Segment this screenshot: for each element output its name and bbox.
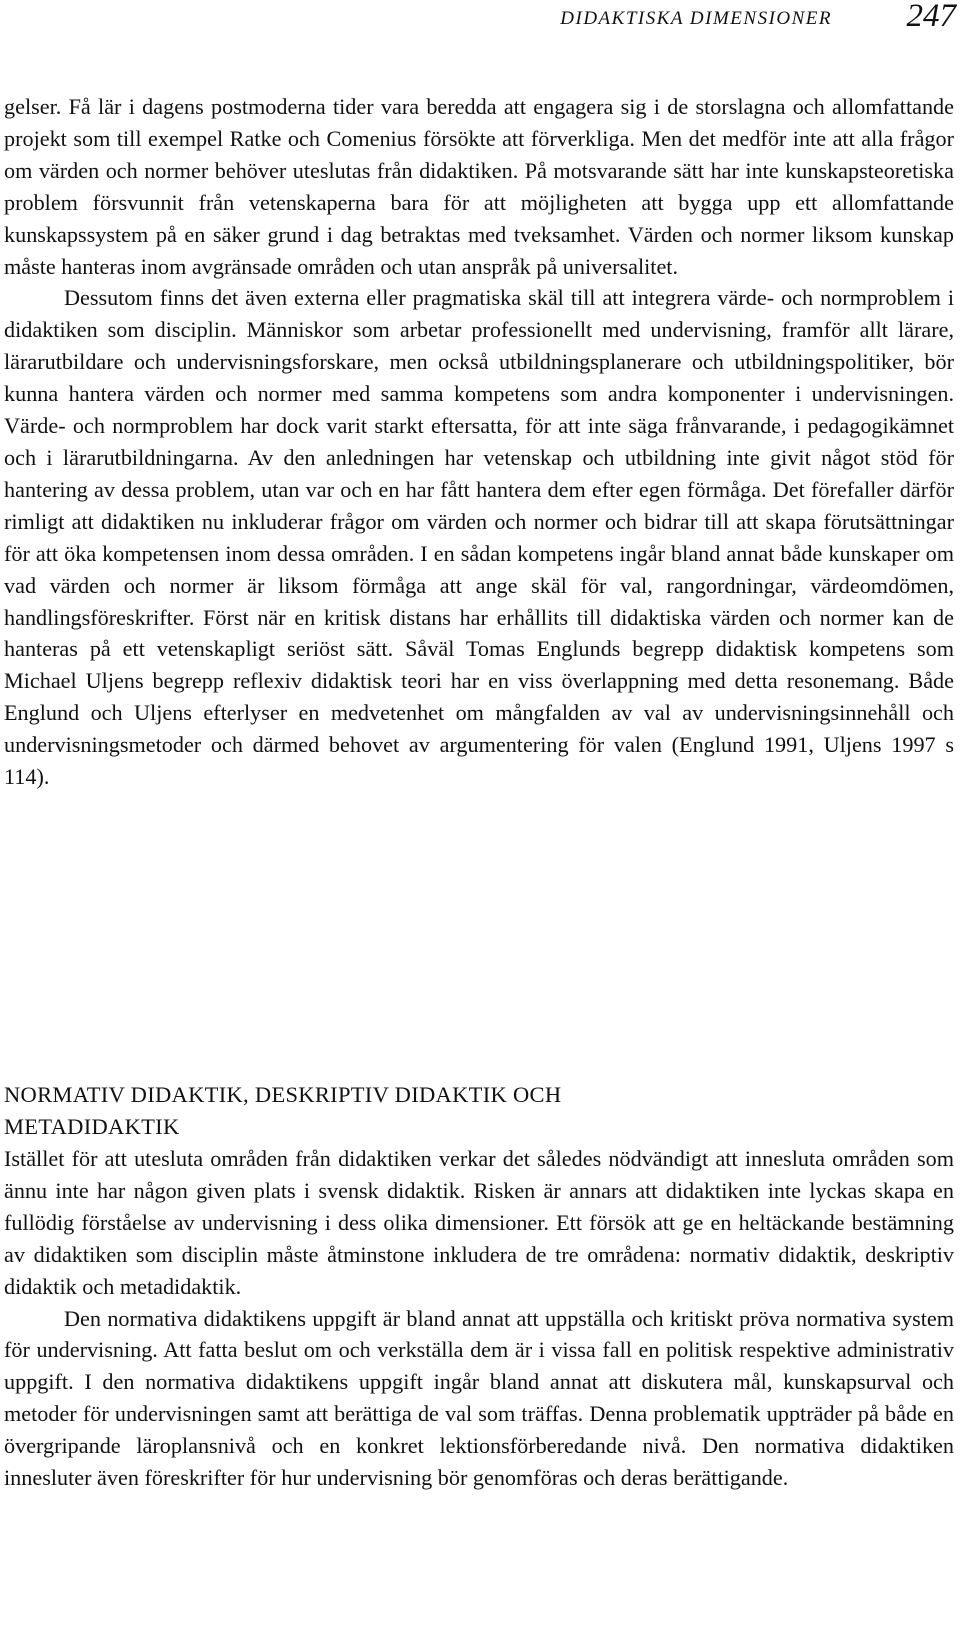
running-title: DIDAKTISKA DIMENSIONER: [560, 8, 832, 29]
section-heading: [4, 1079, 954, 1142]
running-header: [0, 2, 960, 42]
section-heading-line: METADIDAKTIK: [4, 1113, 180, 1139]
section-heading-line: NORMATIV DIDAKTIK, DESKRIPTIV DIDAKTIK OCH: [4, 1082, 562, 1107]
body-text-section-two: [4, 1143, 954, 1494]
body-text-section-one: [4, 91, 954, 793]
paragraph: Den normativa didaktikens uppgift är bland annat att uppställa och kritiskt pröva normativa system för undervisning. Att fatta beslut om och verkställa dem är i vissa fall en politisk respektive administrativ uppgift. I den normativa didaktikens uppgift ingår bland annat att diskutera mål, kunskapsurval och metoder för undervisningen samt att berättiga de val som träffas. Denna problematik uppträder på både en övergripande läroplansnivå och en konkret lektionsförberedande nivå. Den normativa didaktiken innesluter även föreskrifter för hur undervisning bör genomföras och deras berättigande.: [4, 1305, 954, 1491]
page-number: 247: [906, 0, 956, 34]
paragraph: gelser. Få lär i dagens postmoderna tider vara beredda att engagera sig i de storslagna och allomfattande projekt som till exempel Ratke och Comenius försökte att förverkliga. Men det medför inte att alla frågor om värden och normer behöver uteslutas från didaktiken. På motsvarande sätt har inte kunskapsteoretiska problem försvunnit från vetenskaperna bara för att möjligheten att bygga upp ett allomfattande kunskapssystem på en säker grund i dag betraktas med tveksamhet. Värden och normer liksom kunskap måste hanteras inom avgränsade områden och utan anspråk på universalitet.: [4, 94, 954, 279]
paragraph: Dessutom finns det även externa eller pragmatiska skäl till att integrera värde- och normproblem i didaktiken som disciplin. Människor som arbetar professionellt med undervisning, framför allt lärare, lärarutbildare och undervisningsforskare, men också utbildningsplanerare och utbildningspolitiker, bör kunna hantera värden och normer med samma kompetens som andra komponenter i undervisningen. Värde- och normproblem har dock varit starkt eftersatta, för att inte säga frånvarande, i pedagogikämnet och i lärarutbildningarna. Av den anledningen har vetenskap och utbildning inte givit något stöd för hantering av dessa problem, utan var och en har fått hantera dem efter egen förmåga. Det förefaller därför rimligt att didaktiken nu inkluderar frågor om värden och normer och bidrar till att skapa förutsättningar för att öka kompetensen inom dessa områden. I en sådan kompetens ingår bland annat både kunskaper om vad värden och normer är liksom förmåga att ange skäl för val, rangordningar, värdeomdömen, handlingsföreskrifter. Först när en kritisk distans har erhållits till didaktiska värden och normer kan de hanteras på ett vetenskapligt seriöst sätt. Såväl Tomas Englunds begrepp didaktisk kompetens som Michael Uljens begrepp reflexiv didaktisk teori har en viss överlappning med detta resonemang. Både Englund och Uljens efterlyser en medvetenhet om mångfalden av val av undervisningsinnehåll och undervisningsmetoder och därmed behovet av argumentering för valen (Englund 1991, Uljens 1997 s 114).: [4, 285, 954, 790]
paragraph: Istället för att utesluta områden från didaktiken verkar det således nödvändigt att innesluta områden som ännu inte har någon given plats i svensk didaktik. Risken är annars att didaktiken inte lyckas skapa en fullödig förståelse av undervisning i dess olika dimensioner. Ett försök att ge en heltäckande bestämning av didaktiken som disciplin måste åtminstone inkludera de tre områdena: normativ didaktik, deskriptiv didaktik och metadidaktik.: [4, 1146, 954, 1299]
